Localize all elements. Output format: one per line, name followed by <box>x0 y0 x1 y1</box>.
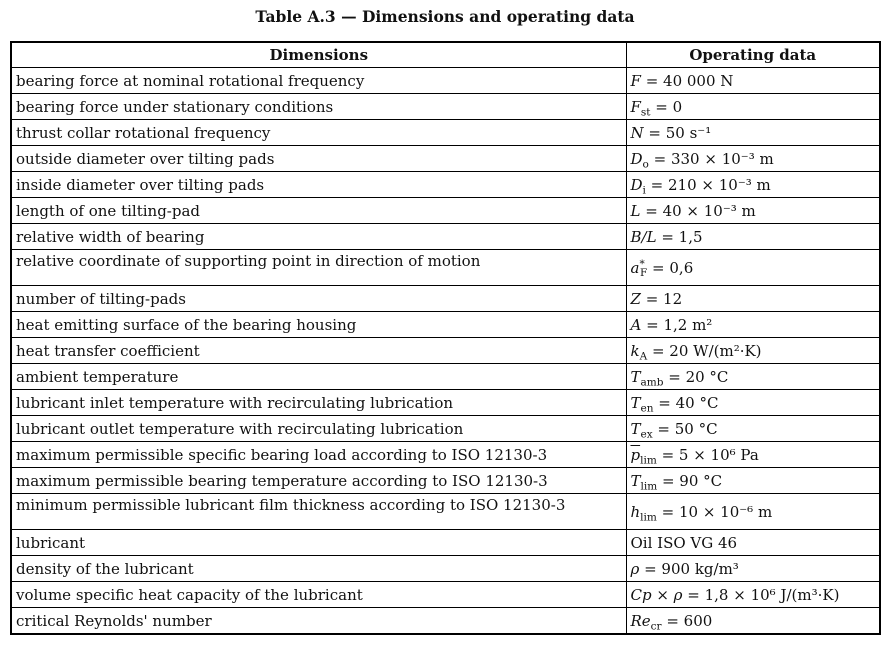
value-expression: = 12 <box>640 289 683 308</box>
dimension-cell: heat transfer coefficient <box>11 338 626 364</box>
operating-data-cell <box>626 224 880 250</box>
dimension-cell: ambient temperature <box>11 364 626 390</box>
dimension-cell: critical Reynolds' number <box>11 608 626 635</box>
dimension-cell: volume specific heat capacity of the lubricant <box>11 582 626 608</box>
symbol: F <box>630 97 641 116</box>
dimension-cell: lubricant outlet temperature with recirculating lubrication <box>11 416 626 442</box>
symbol: ρ <box>630 559 640 578</box>
symbol: B/L <box>630 227 657 246</box>
table-row <box>11 198 880 224</box>
symbol-subscript: st <box>640 106 651 119</box>
table-row <box>11 338 880 364</box>
table-body <box>11 68 880 635</box>
symbol-subscript: cr <box>650 620 662 633</box>
dimension-cell: relative coordinate of supporting point in direction of motion <box>11 250 626 286</box>
value-expression: = 210 × 10⁻³ m <box>645 175 771 194</box>
table-row <box>11 312 880 338</box>
symbol-subscript: F <box>639 267 648 280</box>
table-row <box>11 94 880 120</box>
value-expression: = 10 × 10⁻⁶ m <box>656 502 773 521</box>
symbol: h <box>630 502 641 521</box>
table-row <box>11 390 880 416</box>
value-expression: Oil ISO VG 46 <box>630 533 738 552</box>
operating-data-cell <box>626 494 880 530</box>
table-row <box>11 556 880 582</box>
dimensions-table <box>10 41 881 635</box>
symbol: D <box>630 149 643 168</box>
operating-data-cell <box>626 468 880 494</box>
operating-data-cell <box>626 120 880 146</box>
dimension-cell: bearing force under stationary conditions <box>11 94 626 120</box>
symbol: T <box>630 393 641 412</box>
symbol-subscript: ex <box>640 428 653 441</box>
symbol: k <box>630 341 640 360</box>
table-row <box>11 468 880 494</box>
dimension-cell: maximum permissible bearing temperature according to ISO 12130-3 <box>11 468 626 494</box>
symbol-superscript: * <box>639 257 645 270</box>
table-row <box>11 68 880 94</box>
value-expression: = 1,5 <box>656 227 703 246</box>
dimensions-column-header: Dimensions <box>11 42 626 68</box>
table-row <box>11 146 880 172</box>
symbol: Cp × ρ <box>630 585 683 604</box>
dimension-cell: density of the lubricant <box>11 556 626 582</box>
operating-data-cell <box>626 442 880 468</box>
operating-data-cell <box>626 416 880 442</box>
table-row <box>11 416 880 442</box>
dimension-cell: length of one tilting-pad <box>11 198 626 224</box>
operating-data-cell <box>626 312 880 338</box>
operating-data-cell <box>626 390 880 416</box>
symbol: D <box>630 175 643 194</box>
table-row <box>11 286 880 312</box>
dimension-cell: lubricant inlet temperature with recirculating lubrication <box>11 390 626 416</box>
dimension-cell: lubricant <box>11 530 626 556</box>
value-expression: = 1,2 m² <box>641 315 713 334</box>
symbol-subscript: lim <box>640 454 657 467</box>
value-expression: = 40 °C <box>653 393 719 412</box>
operating-data-cell <box>626 250 880 286</box>
value-expression: = 0 <box>650 97 683 116</box>
table-row <box>11 530 880 556</box>
symbol: T <box>630 367 641 386</box>
table-title: Table A.3 — Dimensions and operating data <box>255 7 635 26</box>
symbol: L <box>630 201 641 220</box>
operating-data-cell <box>626 286 880 312</box>
dimension-cell: maximum permissible specific bearing load according to ISO 12130-3 <box>11 442 626 468</box>
value-expression: = 600 <box>661 611 713 630</box>
table-row <box>11 250 880 286</box>
dimension-cell: number of tilting-pads <box>11 286 626 312</box>
symbol-subscript: o <box>642 158 649 171</box>
operating-data-cell <box>626 172 880 198</box>
table-row <box>11 494 880 530</box>
table-header-row <box>11 42 880 68</box>
operating-data-cell <box>626 608 880 635</box>
value-expression: = 20 °C <box>663 367 729 386</box>
operating-data-cell <box>626 582 880 608</box>
operating-data-cell <box>626 338 880 364</box>
symbol: Re <box>630 611 651 630</box>
operating-data-column-header: Operating data <box>626 42 880 68</box>
table-row <box>11 224 880 250</box>
dimension-cell: minimum permissible lubricant film thickness according to ISO 12130-3 <box>11 494 626 530</box>
value-expression: = 40 × 10⁻³ m <box>640 201 756 220</box>
table-row <box>11 172 880 198</box>
value-expression: = 40 000 N <box>640 71 734 90</box>
symbol: F <box>630 71 641 90</box>
value-expression: = 20 W/(m²·K) <box>647 341 762 360</box>
value-expression: = 0,6 <box>647 258 694 277</box>
dimension-cell: bearing force at nominal rotational frequency <box>11 68 626 94</box>
symbol: N <box>630 123 644 142</box>
operating-data-cell <box>626 94 880 120</box>
symbol-subscript: en <box>640 402 654 415</box>
operating-data-cell <box>626 364 880 390</box>
symbol: a <box>630 258 640 277</box>
symbol-subscript: lim <box>640 511 657 524</box>
value-expression: = 5 × 10⁶ Pa <box>656 445 759 464</box>
operating-data-cell <box>626 556 880 582</box>
operating-data-cell <box>626 146 880 172</box>
symbol-subscript: amb <box>640 376 664 389</box>
value-expression: = 50 °C <box>652 419 718 438</box>
symbol-subscript: lim <box>640 480 658 493</box>
symbol: A <box>630 315 642 334</box>
symbol-subscript: i <box>642 184 646 197</box>
value-expression: = 330 × 10⁻³ m <box>648 149 774 168</box>
symbol: T <box>630 419 641 438</box>
value-expression: = 50 s⁻¹ <box>643 123 712 142</box>
dimension-cell: thrust collar rotational frequency <box>11 120 626 146</box>
dimension-cell: outside diameter over tilting pads <box>11 146 626 172</box>
symbol-subscript: A <box>639 350 648 363</box>
dimension-cell: inside diameter over tilting pads <box>11 172 626 198</box>
table-row <box>11 364 880 390</box>
value-expression: = 1,8 × 10⁶ J/(m³·K) <box>682 585 840 604</box>
operating-data-cell <box>626 198 880 224</box>
operating-data-cell <box>626 530 880 556</box>
operating-data-cell <box>626 68 880 94</box>
table-row <box>11 608 880 635</box>
table-row <box>11 442 880 468</box>
value-expression: = 900 kg/m³ <box>639 559 739 578</box>
symbol: T <box>630 471 641 490</box>
symbol: $\overline{p}$ <box>630 445 641 464</box>
value-expression: = 90 °C <box>657 471 723 490</box>
dimension-cell: heat emitting surface of the bearing housing <box>11 312 626 338</box>
table-row <box>11 582 880 608</box>
symbol: Z <box>630 289 641 308</box>
dimension-cell: relative width of bearing <box>11 224 626 250</box>
table-row <box>11 120 880 146</box>
